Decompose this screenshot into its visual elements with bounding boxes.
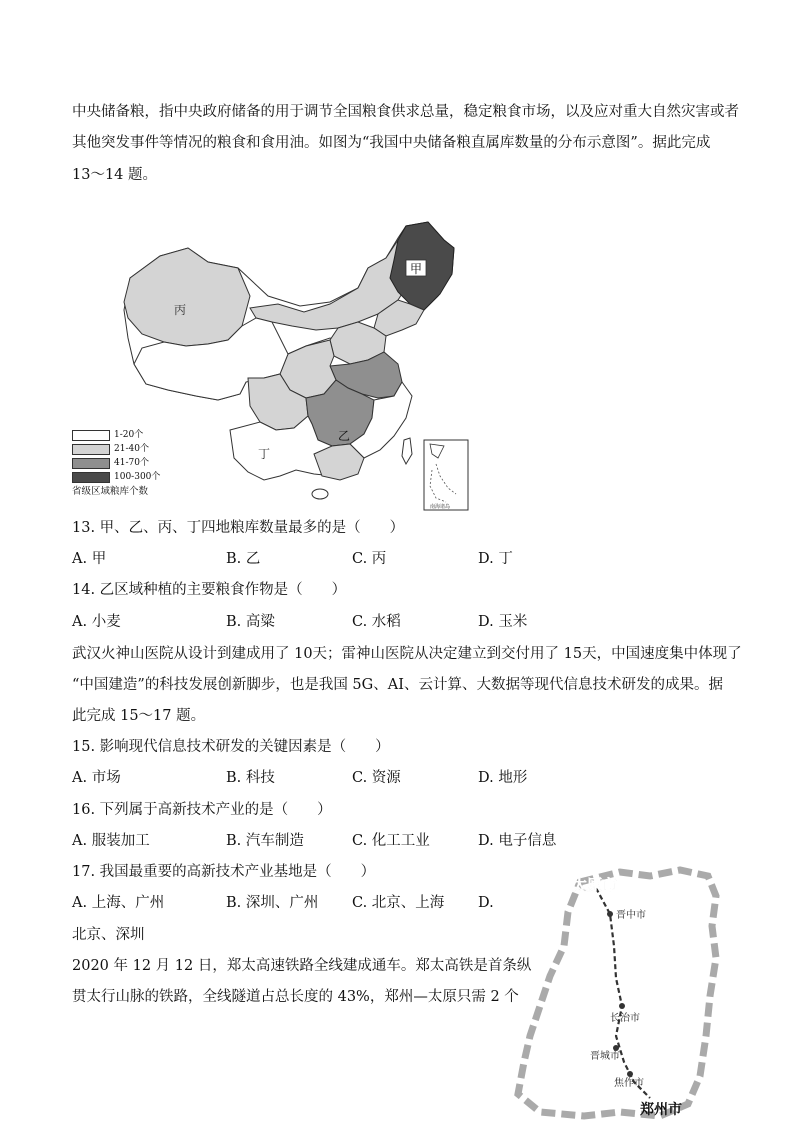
q17-option-d[interactable]: D.	[478, 895, 494, 911]
q14-stem: 14. 乙区域种植的主要粮食作物是（ ）	[72, 582, 347, 598]
city-jincheng: 晋城市	[590, 1051, 620, 1062]
q17-option-a[interactable]: A. 上海、广州	[72, 895, 165, 911]
map-label-bing: 丙	[174, 303, 187, 317]
city-changzhi: 长治市	[610, 1013, 640, 1024]
passage2-line3: 此完成 15～17 题。	[72, 708, 206, 724]
station-dot	[619, 1003, 625, 1009]
city-zhengzhou: 郑州市	[640, 1102, 682, 1118]
q17-option-d-text[interactable]: 北京、深圳	[72, 927, 145, 943]
q16-option-b[interactable]: B. 汽车制造	[226, 833, 304, 849]
q15-option-a[interactable]: A. 市场	[72, 770, 121, 786]
station-dot	[607, 911, 613, 917]
q13-option-a[interactable]: A. 甲	[72, 551, 107, 567]
map-region-taiwan	[402, 438, 412, 464]
q15-option-c[interactable]: C. 资源	[352, 770, 401, 786]
map-region-bing	[124, 248, 250, 346]
passage3-line2: 贯太行山脉的铁路，全线隧道占总长度的 43%，郑州—太原只需 2 个	[72, 989, 519, 1005]
q16-option-c[interactable]: C. 化工工业	[352, 833, 430, 849]
passage1-line3: 13～14 题。	[72, 167, 158, 183]
q14-option-d[interactable]: D. 玉米	[478, 614, 528, 630]
map-legend	[72, 428, 160, 498]
legend-item	[72, 470, 160, 484]
passage1-line2: 其他突发事件等情况的粮食和食用油。如图为“我国中央储备粮直属库数量的分布示意图”。据此完成	[72, 135, 711, 151]
legend-item	[72, 442, 160, 456]
map-region-hainan	[312, 489, 328, 499]
legend-swatch	[72, 444, 110, 455]
legend-swatch	[72, 430, 110, 441]
passage2-line2: “中国建造”的科技发展创新脚步，也是我国 5G、AI、云计算、大数据等现代信息技术研发的成果。据	[72, 677, 723, 693]
legend-item	[72, 456, 160, 470]
q16-option-a[interactable]: A. 服装加工	[72, 833, 150, 849]
legend-label: 1-20个	[114, 430, 144, 440]
map-label-jia: 甲	[410, 262, 423, 276]
q17-option-c[interactable]: C. 北京、上海	[352, 895, 445, 911]
q14-option-b[interactable]: B. 高粱	[226, 614, 275, 630]
q15-stem: 15. 影响现代信息技术研发的关键因素是（ ）	[72, 739, 390, 755]
legend-item	[72, 428, 160, 442]
legend-label: 21-40个	[114, 444, 149, 454]
passage1-line1: 中央储备粮，指中央政府储备的用于调节全国粮食供求总量，稳定粮食市场，以及应对重大自然灾害或者	[72, 104, 739, 120]
legend-swatch	[72, 472, 110, 483]
zhengtai-railway-map	[510, 866, 730, 1123]
inset-label: 南海诸岛	[430, 504, 451, 510]
city-taiyuan: 太原市	[572, 876, 618, 894]
q16-option-d[interactable]: D. 电子信息	[478, 833, 557, 849]
map-label-ding: 丁	[258, 447, 271, 461]
legend-label: 41-70个	[114, 458, 149, 468]
q16-stem: 16. 下列属于高新技术产业的是（ ）	[72, 802, 332, 818]
legend-swatch	[72, 458, 110, 469]
q13-option-b[interactable]: B. 乙	[226, 551, 261, 567]
q15-option-d[interactable]: D. 地形	[478, 770, 528, 786]
legend-caption: 省级区域粮库个数	[72, 486, 149, 497]
q17-option-b[interactable]: B. 深圳、广州	[226, 895, 319, 911]
map-label-yi: 乙	[338, 429, 351, 443]
q17-stem: 17. 我国最重要的高新技术产业基地是（ ）	[72, 864, 376, 880]
q13-option-d[interactable]: D. 丁	[478, 551, 513, 567]
south-china-sea-inset	[424, 440, 468, 510]
q13-stem: 13. 甲、乙、丙、丁四地粮库数量最多的是（ ）	[72, 520, 405, 536]
legend-label: 100-300个	[114, 472, 161, 482]
city-jinzhong: 晋中市	[616, 910, 646, 921]
q15-option-b[interactable]: B. 科技	[226, 770, 275, 786]
q13-option-c[interactable]: C. 丙	[352, 551, 387, 567]
passage3-line1: 2020 年 12 月 12 日，郑太高速铁路全线建成通车。郑太高铁是首条纵	[72, 958, 532, 974]
station-dot	[627, 1071, 633, 1077]
q14-option-a[interactable]: A. 小麦	[72, 614, 121, 630]
city-jiaozuo: 焦作市	[614, 1078, 644, 1089]
q14-option-c[interactable]: C. 水稻	[352, 614, 401, 630]
passage2-line1: 武汉火神山医院从设计到建成用了 10天；雷神山医院从决定建立到交付用了 15天，中国速度集中体现了	[72, 646, 742, 662]
